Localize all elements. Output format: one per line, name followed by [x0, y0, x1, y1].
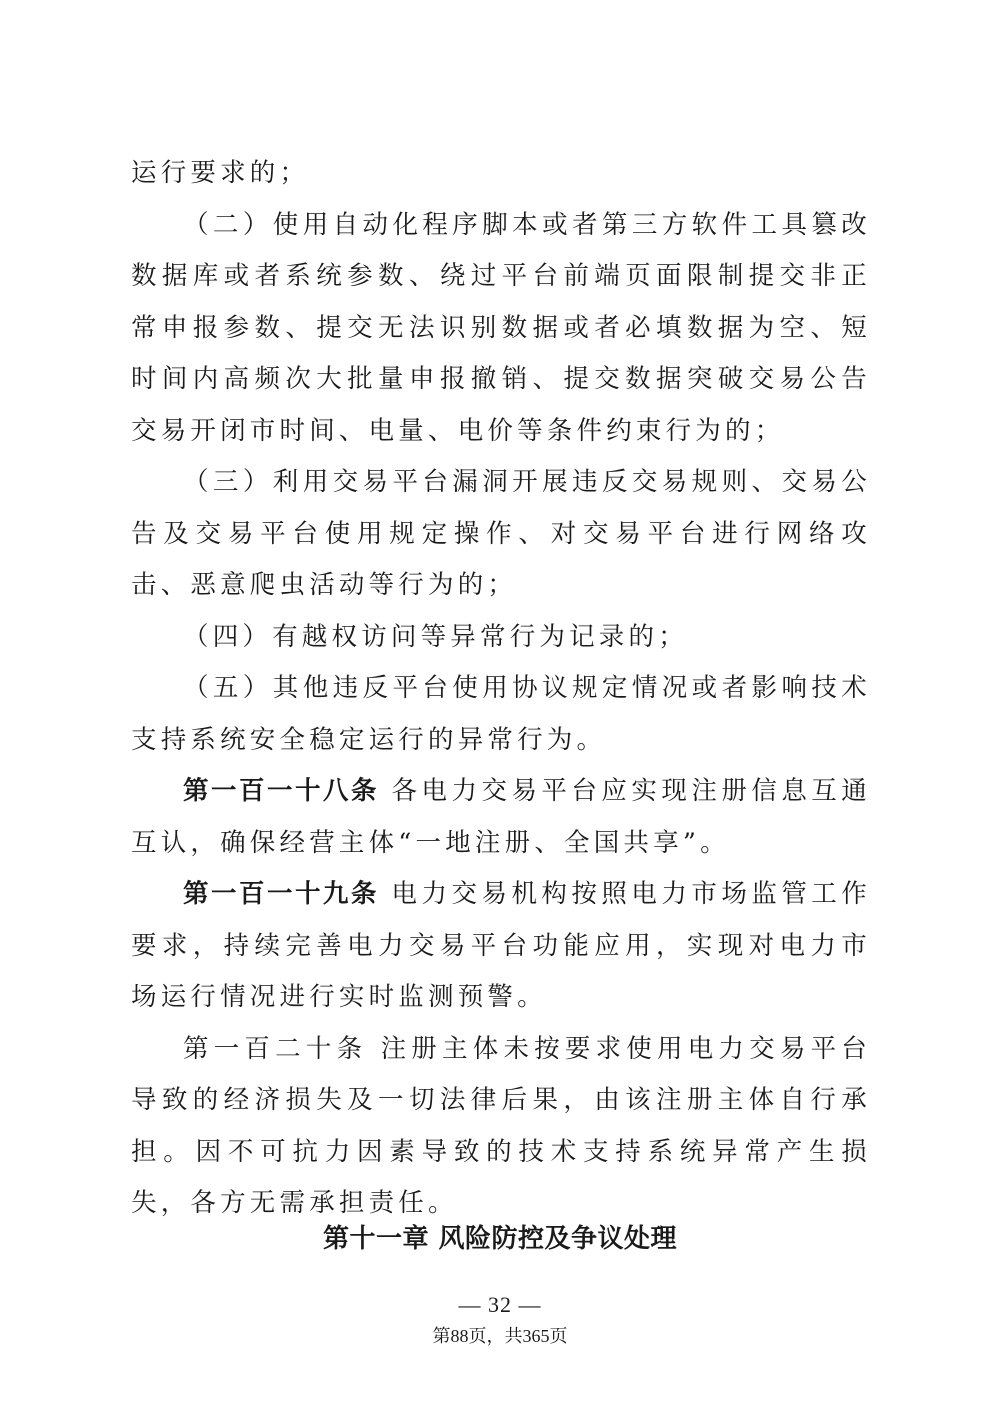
page-count: 第88页，共365页: [432, 1326, 568, 1346]
document-body: [131, 148, 871, 1230]
article-number: 第一百一十八条: [183, 776, 379, 806]
paragraph: [131, 200, 871, 458]
article-paragraph: [131, 869, 871, 1024]
article-number: 第一百一十九条: [183, 879, 379, 909]
article-paragraph: [131, 766, 871, 869]
paragraph: [131, 612, 871, 664]
paragraph-text: （五）其他违反平台使用协议规定情况或者影响技术支持系统安全稳定运行的异常行为。: [131, 673, 871, 755]
paragraph-text: （二）使用自动化程序脚本或者第三方软件工具篡改数据库或者系统参数、绕过平台前端页面限制提交非正常申报参数、提交无法识别数据或者必填数据为空、短时间内高频次大批量申报撤销、提交数据突破交易公告交易开闭市时间、电量、电价等条件约束行为的；: [131, 209, 871, 446]
paragraph-text: （三）利用交易平台漏洞开展违反交易规则、交易公告及交易平台使用规定操作、对交易平台进行网络攻击、恶意爬虫活动等行为的；: [131, 467, 871, 600]
paragraph-text: 电力交易机构按照电力市场监管工作要求，持续完善电力交易平台功能应用，实现对电力市场运行情况进行实时监测预警。: [131, 879, 871, 1012]
article-paragraph: [131, 1024, 871, 1230]
paragraph: [131, 663, 871, 766]
page-number: — 32 —: [458, 1292, 542, 1317]
paragraph-text: （四）有越权访问等异常行为记录的；: [183, 621, 688, 652]
paragraph-text: 运行要求的；: [131, 158, 310, 188]
paragraph-text: 第一百二十条 注册主体未按要求使用电力交易平台导致的经济损失及一切法律后果，由该注册主体自行承担。因不可抗力因素导致的技术支持系统异常产生损失，各方无需承担责任。: [131, 1033, 871, 1218]
paragraph: [131, 457, 871, 612]
paragraph-text: 各电力交易平台应实现注册信息互通互认，确保经营主体“一地注册、全国共享”。: [131, 776, 871, 858]
paragraph: [131, 148, 871, 200]
chapter-title: 第十一章 风险防控及争议处理: [322, 1224, 678, 1254]
